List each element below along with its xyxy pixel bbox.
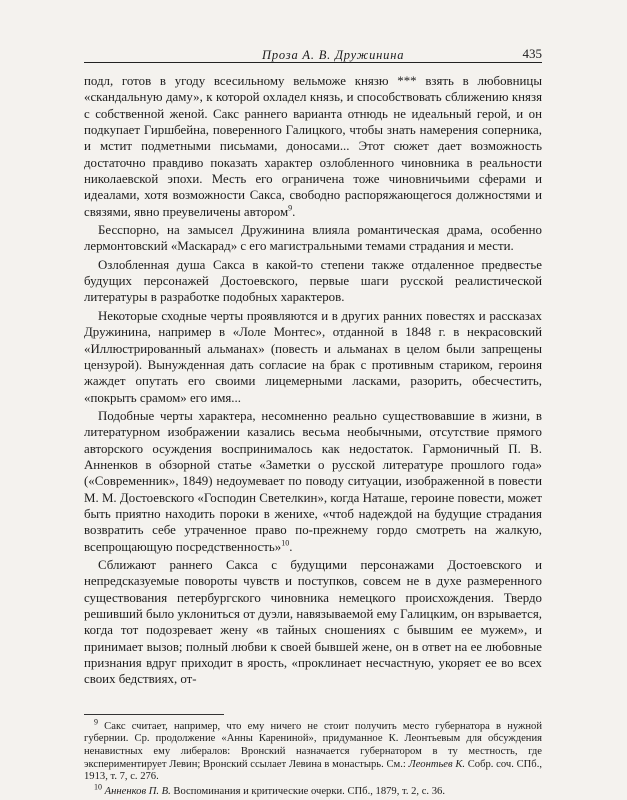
paragraph: подл, готов в угоду всесильному вельможе князю *** взять в любовницы «скандальную даму», к которой охладел князь, и способствовать сближению князя с собственной женой. Сакс раннего варианта отнюдь не идеальный герой, и он подкупает Гиршбейна, повеpенного Галицкого, чтобы знать намерения соперника, и мстит подметными письмами, доносами... Этот сюжет дает возможность достаточно правдиво показать характер озлобленного чиновника в реальности николаевской эпохи. Месть его ограничена тоже чиновничьими сферами и идеалами, хотя возможности Сакса, свободно распоряжающегося должностями и связями, явно преувеличены автором$^9$.	[84, 74, 542, 219]
paragraph: Бесспорно, на замысел Дружинина влияла романтическая драма, особенно лермонтовский «Маскарад» с его магистральными темами страдания и мести.	[84, 223, 542, 254]
footnote-number: 9	[94, 717, 98, 727]
footnote: $^9$ Сакс считает, например, что ему ничего не стоит получить место губернатора в нужной губернии. Ср. продолжение «Анны Карениной», придуманное К. Леонтьевым для обсуждения ненавистных ему либералов: Вронский назначается губернатором в ту местность, где экспериментирует Левин; Вронский ссылает Левина в монастырь. См.: Леонтьев К. Собр. соч. СПб., 1913, т. 7, с. 276.	[84, 717, 542, 783]
paragraph: Озлобленная душа Сакса в какой-то степени также отдаленное предвестье будущих персонажей Достоевского, первые шаги русской реалистической литературы в разработке подобных характеров.	[84, 257, 542, 305]
running-title: Проза А. В. Дружинина	[262, 48, 405, 62]
running-header	[84, 40, 542, 63]
footnote-number: 10	[94, 782, 102, 792]
footnote-ref[interactable]: 9	[288, 203, 293, 213]
footnote-author: Леонтьев К.	[408, 758, 466, 770]
footnote: $^{10}$ Анненков П. В. Воспоминания и критические очерки. СПб., 1879, т. 2, с. 36.	[94, 782, 445, 797]
book-page	[84, 40, 542, 800]
paragraph: Некоторые сходные черты проявляются и в других ранних повестях и рассказах Дружинина, например в «Лоле Монтес», отданной в 1848 г. в некрасовский «Иллюстрированный альманах» (повесть и альманах в целом были запрещены цензурой). Вынужденная дать согласие на брак с противным стариком, героиня жаждет опутать его своими лицемерными ласками, разорить, обесчестить, «покрыть срамом» его имя...	[84, 308, 542, 405]
footnotes	[84, 717, 542, 799]
body-text	[84, 73, 542, 688]
footnote-divider	[84, 714, 224, 715]
page-number: 435	[522, 46, 542, 61]
paragraph: Подобные черты характера, несомненно реально существовавшие в жизни, в литературном изображении казались весьма необычными, отсутствие прямого авторского осуждения воспринималось как недостаток. Гармоничный П. В. Анненков в обзорной статье «Заметки о русской литературе прошлого года» («Современник», 1849) недоумевает по поводу ситуации, изображенной в повести М. М. Достоевского «Господин Светелкин», когда Наташе, героине повести, может быть приятно находить пороки в женихе, «чтоб надеждой на будущие страдания возвратить себе утраченное право по-прежнему гордо смотреть на жалкую, всепрощающую посредственность»$^{10}$.	[84, 408, 542, 554]
footnote-author: Анненков П. В.	[104, 785, 171, 797]
paragraph: Сближают раннего Сакса с будущими персонажами Достоевского и непредсказуемые повороты чувств и поступков, совсем не в духе размеренного существования петербургского чиновника немецкого происхождения. Твердо решивший было уклониться от дуэли, навязываемой ему Галицким, он взрывается, когда тот подозревает жену «в тайных сношениях с бывшим ее мужем», и принимает вызов; полный любви к своей бывшей жене, он в ответ на ее любовные признания вдруг приходит в ярость, «проклинает несчастную, укоряет ее во всех своих бедствиях, от-	[84, 557, 543, 687]
footnote-ref[interactable]: 10	[281, 538, 290, 548]
